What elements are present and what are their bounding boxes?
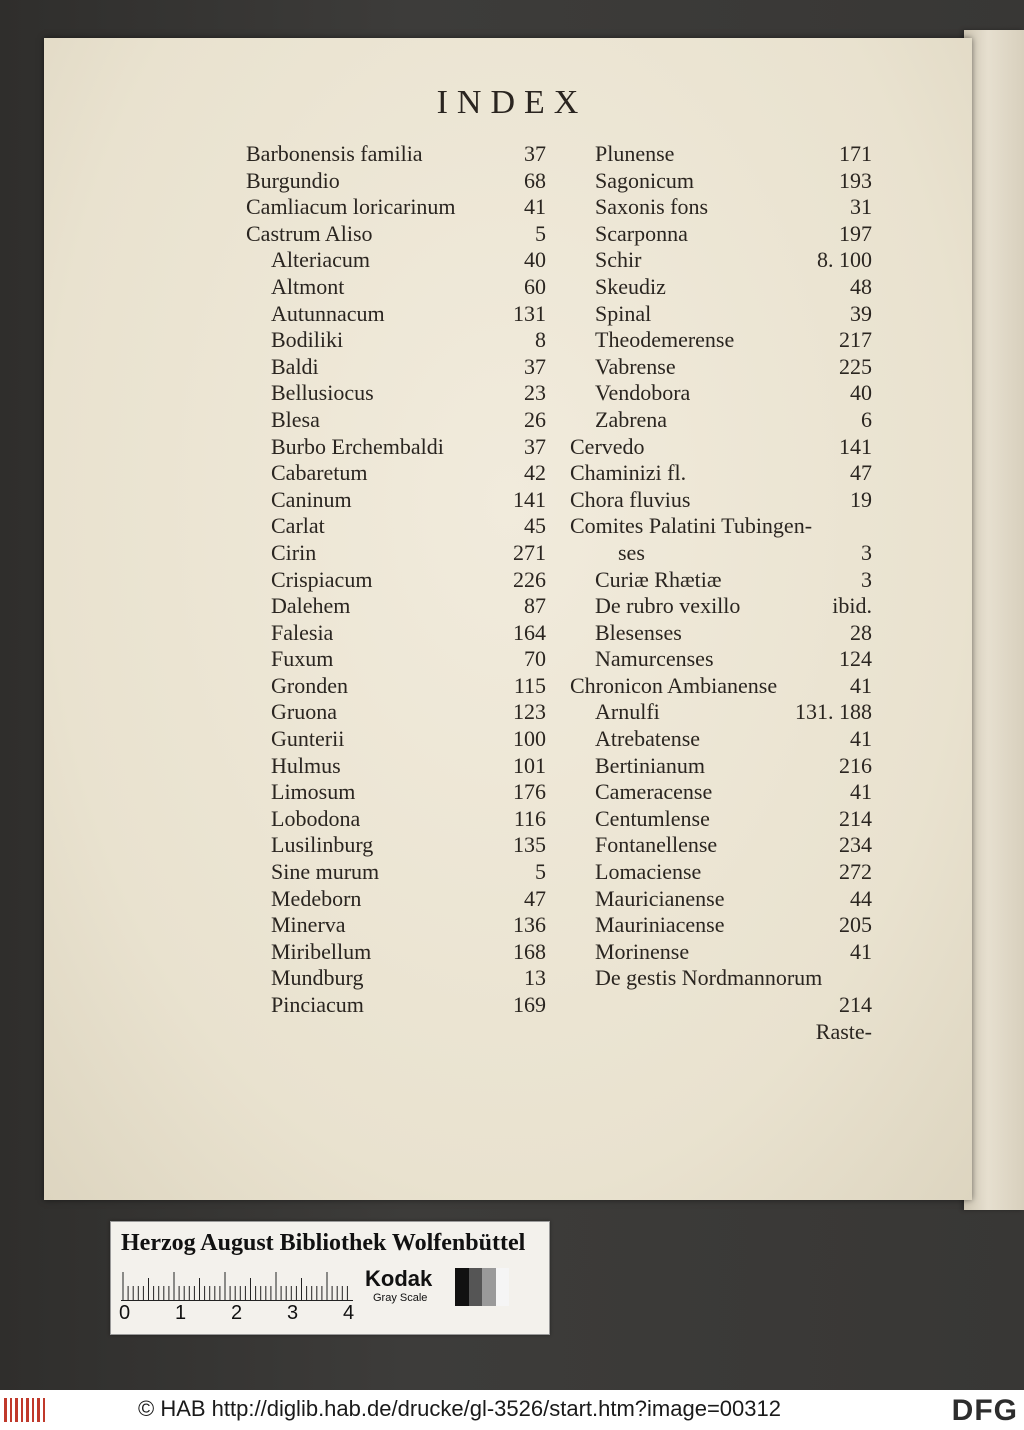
index-page-number: 234 xyxy=(839,832,872,858)
index-page-number: 70 xyxy=(524,646,546,672)
index-page-number: 44 xyxy=(850,885,872,911)
index-entry xyxy=(570,620,872,647)
index-page-number: 19 xyxy=(850,486,872,512)
index-entry xyxy=(246,194,546,221)
ruler xyxy=(121,1268,353,1301)
index-term: Chronicon Ambianense xyxy=(570,672,778,698)
library-name: Herzog August Bibliothek Wolfenbüttel xyxy=(121,1230,526,1256)
dfg-logo: DFG xyxy=(951,1394,1018,1427)
index-term: Fontanellense xyxy=(595,832,718,858)
index-entry xyxy=(246,886,546,913)
index-page-number: 131. 188 xyxy=(795,699,872,725)
index-entry xyxy=(570,567,872,594)
index-entry xyxy=(570,168,872,195)
index-term: Saxonis fons xyxy=(595,194,709,220)
index-term: Scarponna xyxy=(595,220,688,246)
index-entry xyxy=(570,673,872,700)
index-page-number: 136 xyxy=(513,912,546,938)
index-entry xyxy=(570,806,872,833)
index-entry xyxy=(246,141,546,168)
index-term: ses xyxy=(618,539,645,565)
index-entry xyxy=(246,779,546,806)
index-page-number: 217 xyxy=(839,327,872,353)
index-page-number: 101 xyxy=(513,752,546,778)
index-term: Lusilinburg xyxy=(271,832,374,858)
index-page-number: 68 xyxy=(524,167,546,193)
index-entry xyxy=(246,806,546,833)
index-term: Atrebatense xyxy=(595,726,701,752)
index-term: Limosum xyxy=(271,779,356,805)
gray-scale-swatches xyxy=(455,1268,509,1306)
index-entry xyxy=(246,434,546,461)
index-entry xyxy=(570,726,872,753)
index-entry xyxy=(570,753,872,780)
library-color-card xyxy=(110,1221,550,1335)
index-term: Castrum Aliso xyxy=(246,220,373,246)
index-term: Falesia xyxy=(271,619,334,645)
index-entry xyxy=(570,832,872,859)
index-entry xyxy=(570,992,872,1019)
index-page-number: 45 xyxy=(524,513,546,539)
index-entry xyxy=(570,513,872,540)
index-entry xyxy=(570,327,872,354)
index-term: De gestis Nordmannorum xyxy=(595,965,823,991)
index-page-number: 225 xyxy=(839,353,872,379)
ruler-number: 4 xyxy=(343,1302,355,1324)
kodak-logo: Kodak xyxy=(365,1266,433,1291)
index-term: Chaminizi fl. xyxy=(570,460,687,486)
index-entry xyxy=(246,726,546,753)
index-page-number: 48 xyxy=(850,273,872,299)
index-entry xyxy=(246,753,546,780)
index-term: Mauriniacense xyxy=(595,912,725,938)
index-term: Altmont xyxy=(271,273,345,299)
index-entry xyxy=(246,593,546,620)
index-page-number: 3 xyxy=(861,566,872,592)
index-entry xyxy=(570,221,872,248)
index-page-number: 5 xyxy=(535,859,546,885)
index-entry xyxy=(570,460,872,487)
index-term: Carlat xyxy=(271,513,325,539)
index-term: Spinal xyxy=(595,300,652,326)
catchword: Raste- xyxy=(815,1018,872,1044)
index-term: Vendobora xyxy=(595,380,691,406)
index-entry xyxy=(570,859,872,886)
index-page-number: 37 xyxy=(524,141,546,166)
index-term: Gunterii xyxy=(271,726,345,752)
index-term: Gruona xyxy=(271,699,337,725)
index-page-number: 41 xyxy=(850,672,872,698)
index-entry xyxy=(570,274,872,301)
index-term: Skeudiz xyxy=(595,273,666,299)
index-term: Minerva xyxy=(271,912,346,938)
index-entry xyxy=(570,194,872,221)
index-page-number: 8. 100 xyxy=(817,247,872,273)
ruler-number: 2 xyxy=(231,1302,243,1324)
index-term: Barbonensis familia xyxy=(246,141,423,166)
index-term: Miribellum xyxy=(271,938,372,964)
index-entry xyxy=(570,646,872,673)
index-page-number: 31 xyxy=(850,194,872,220)
index-entry xyxy=(246,274,546,301)
index-page-number: 193 xyxy=(839,167,872,193)
index-term: Mundburg xyxy=(271,965,364,991)
ruler-number: 3 xyxy=(287,1302,299,1324)
index-column-right xyxy=(570,141,872,1045)
catchword-row xyxy=(570,1019,872,1046)
index-page-number: 6 xyxy=(861,406,872,432)
index-page-number: 42 xyxy=(524,460,546,486)
index-term: Sine murum xyxy=(271,859,380,885)
index-entry xyxy=(246,380,546,407)
index-page-number: 13 xyxy=(524,965,546,991)
index-term: Camliacum loricarinum xyxy=(246,194,456,220)
index-page-number: 5 xyxy=(535,220,546,246)
index-column-left xyxy=(246,141,546,1019)
index-term: Centumlense xyxy=(595,805,710,831)
index-entry xyxy=(570,141,872,168)
index-entry xyxy=(246,168,546,195)
index-term: Medeborn xyxy=(271,885,362,911)
index-page-number: 226 xyxy=(513,566,546,592)
index-entry xyxy=(570,699,872,726)
index-term: Plunense xyxy=(595,141,675,166)
index-page-number: 123 xyxy=(513,699,546,725)
index-entry xyxy=(570,380,872,407)
index-entry xyxy=(246,912,546,939)
index-entry xyxy=(246,567,546,594)
index-term: Zabrena xyxy=(595,406,668,432)
index-term: Morinense xyxy=(595,938,690,964)
index-term: Schir xyxy=(595,247,642,273)
index-page-number: 169 xyxy=(513,992,546,1017)
index-page-number: 41 xyxy=(524,194,546,220)
index-term: Burgundio xyxy=(246,167,340,193)
index-entry xyxy=(570,593,872,620)
index-term: Autunnacum xyxy=(271,300,385,326)
index-page-number: 3 xyxy=(861,539,872,565)
index-page-number: 37 xyxy=(524,353,546,379)
ruler-number: 1 xyxy=(175,1302,187,1324)
index-entry xyxy=(246,620,546,647)
index-entry xyxy=(246,407,546,434)
index-entry xyxy=(246,673,546,700)
index-entry xyxy=(246,221,546,248)
index-term: Mauricianense xyxy=(595,885,725,911)
index-entry xyxy=(570,487,872,514)
index-entry xyxy=(570,354,872,381)
index-entry xyxy=(246,301,546,328)
ruler-number: 0 xyxy=(119,1302,131,1324)
index-page-number: 131 xyxy=(513,300,546,326)
index-term: Bellusiocus xyxy=(271,380,374,406)
index-page-number: 197 xyxy=(839,220,872,246)
index-entry xyxy=(246,460,546,487)
index-term: Arnulfi xyxy=(595,699,660,725)
index-term: Namurcenses xyxy=(595,646,714,672)
index-page-number: 141 xyxy=(839,433,872,459)
index-page-number: 271 xyxy=(513,539,546,565)
index-entry xyxy=(246,247,546,274)
index-term: Vabrense xyxy=(595,353,676,379)
index-page-number: 205 xyxy=(839,912,872,938)
index-term: Bertinianum xyxy=(595,752,705,778)
index-entry xyxy=(246,939,546,966)
index-entry xyxy=(246,327,546,354)
page-title: INDEX xyxy=(436,84,588,121)
index-page-number: 47 xyxy=(850,460,872,486)
index-page-number: 116 xyxy=(513,805,546,831)
index-term: Curiæ Rhætiæ xyxy=(595,566,722,592)
index-term: Hulmus xyxy=(271,752,341,778)
index-page-number: 214 xyxy=(839,992,872,1017)
index-page-number: 272 xyxy=(839,859,872,885)
index-entry xyxy=(246,859,546,886)
index-term: De rubro vexillo xyxy=(595,593,741,619)
gray-scale-label: Gray Scale xyxy=(373,1292,428,1304)
index-entry xyxy=(246,992,546,1019)
index-term: Crispiacum xyxy=(271,566,373,592)
index-page-number: 141 xyxy=(513,486,546,512)
book-edge xyxy=(964,30,1024,1210)
index-page-number: 26 xyxy=(524,406,546,432)
index-entry xyxy=(570,779,872,806)
index-term: Lobodona xyxy=(271,805,361,831)
index-term: Cirin xyxy=(271,539,317,565)
index-term: Caninum xyxy=(271,486,352,512)
index-entry xyxy=(570,407,872,434)
index-entry xyxy=(246,487,546,514)
index-entry xyxy=(246,699,546,726)
index-term: Alteriacum xyxy=(271,247,370,273)
index-entry xyxy=(570,912,872,939)
index-page-number: 60 xyxy=(524,273,546,299)
index-page-number: 41 xyxy=(850,938,872,964)
gray-swatch xyxy=(496,1268,510,1306)
gray-swatch xyxy=(469,1268,483,1306)
index-term: Cervedo xyxy=(570,433,645,459)
hab-logo-icon xyxy=(4,1396,48,1424)
index-term: Cameracense xyxy=(595,779,713,805)
index-term: Blesa xyxy=(271,406,320,432)
index-page-number: 216 xyxy=(839,752,872,778)
index-term: Baldi xyxy=(271,353,319,379)
index-term: Burbo Erchembaldi xyxy=(271,433,444,459)
index-entry xyxy=(246,540,546,567)
index-page-number: 37 xyxy=(524,433,546,459)
index-term: Gronden xyxy=(271,672,348,698)
index-page-number: 214 xyxy=(839,805,872,831)
footer-url[interactable]: © HAB http://diglib.hab.de/drucke/gl-3526/start.htm?image=00312 xyxy=(138,1396,781,1421)
index-term: Pinciacum xyxy=(271,992,364,1017)
index-page-number: 168 xyxy=(513,938,546,964)
index-page-number: 124 xyxy=(839,646,872,672)
index-page-number: 40 xyxy=(850,380,872,406)
index-page-number: 47 xyxy=(524,885,546,911)
index-page-number: ibid. xyxy=(832,593,872,619)
index-term: Fuxum xyxy=(271,646,334,672)
index-entry xyxy=(570,434,872,461)
index-term: Comites Palatini Tubingen- xyxy=(570,513,813,539)
index-page-number: 23 xyxy=(524,380,546,406)
index-page-number: 100 xyxy=(513,726,546,752)
index-entry xyxy=(246,965,546,992)
index-page-number: 135 xyxy=(513,832,546,858)
index-entry xyxy=(570,965,872,992)
index-page-number: 115 xyxy=(513,672,546,698)
footer-bar xyxy=(0,1390,1024,1430)
index-page-number: 164 xyxy=(513,619,546,645)
index-entry xyxy=(570,247,872,274)
index-page-number: 40 xyxy=(524,247,546,273)
index-term: Chora fluvius xyxy=(570,486,691,512)
gray-swatch xyxy=(455,1268,469,1306)
index-page-number: 87 xyxy=(524,593,546,619)
index-entry xyxy=(570,540,872,567)
index-term: Blesenses xyxy=(595,619,682,645)
index-entry xyxy=(570,886,872,913)
index-entry xyxy=(570,939,872,966)
index-term: Theodemerense xyxy=(595,327,735,353)
index-entry xyxy=(246,354,546,381)
index-entry xyxy=(570,301,872,328)
index-page-number: 28 xyxy=(850,619,872,645)
index-term: Bodiliki xyxy=(271,327,344,353)
index-page-number: 176 xyxy=(513,779,546,805)
index-entry xyxy=(246,513,546,540)
index-page-number: 171 xyxy=(839,141,872,166)
index-term: Cabaretum xyxy=(271,460,368,486)
index-page-number: 39 xyxy=(850,300,872,326)
index-page-number: 41 xyxy=(850,779,872,805)
index-entry xyxy=(246,646,546,673)
index-term: Sagonicum xyxy=(595,167,694,193)
index-entry xyxy=(246,832,546,859)
index-page-number: 41 xyxy=(850,726,872,752)
index-page-number: 8 xyxy=(535,327,546,353)
index-term: Lomaciense xyxy=(595,859,702,885)
gray-swatch xyxy=(482,1268,496,1306)
index-term: Dalehem xyxy=(271,593,351,619)
